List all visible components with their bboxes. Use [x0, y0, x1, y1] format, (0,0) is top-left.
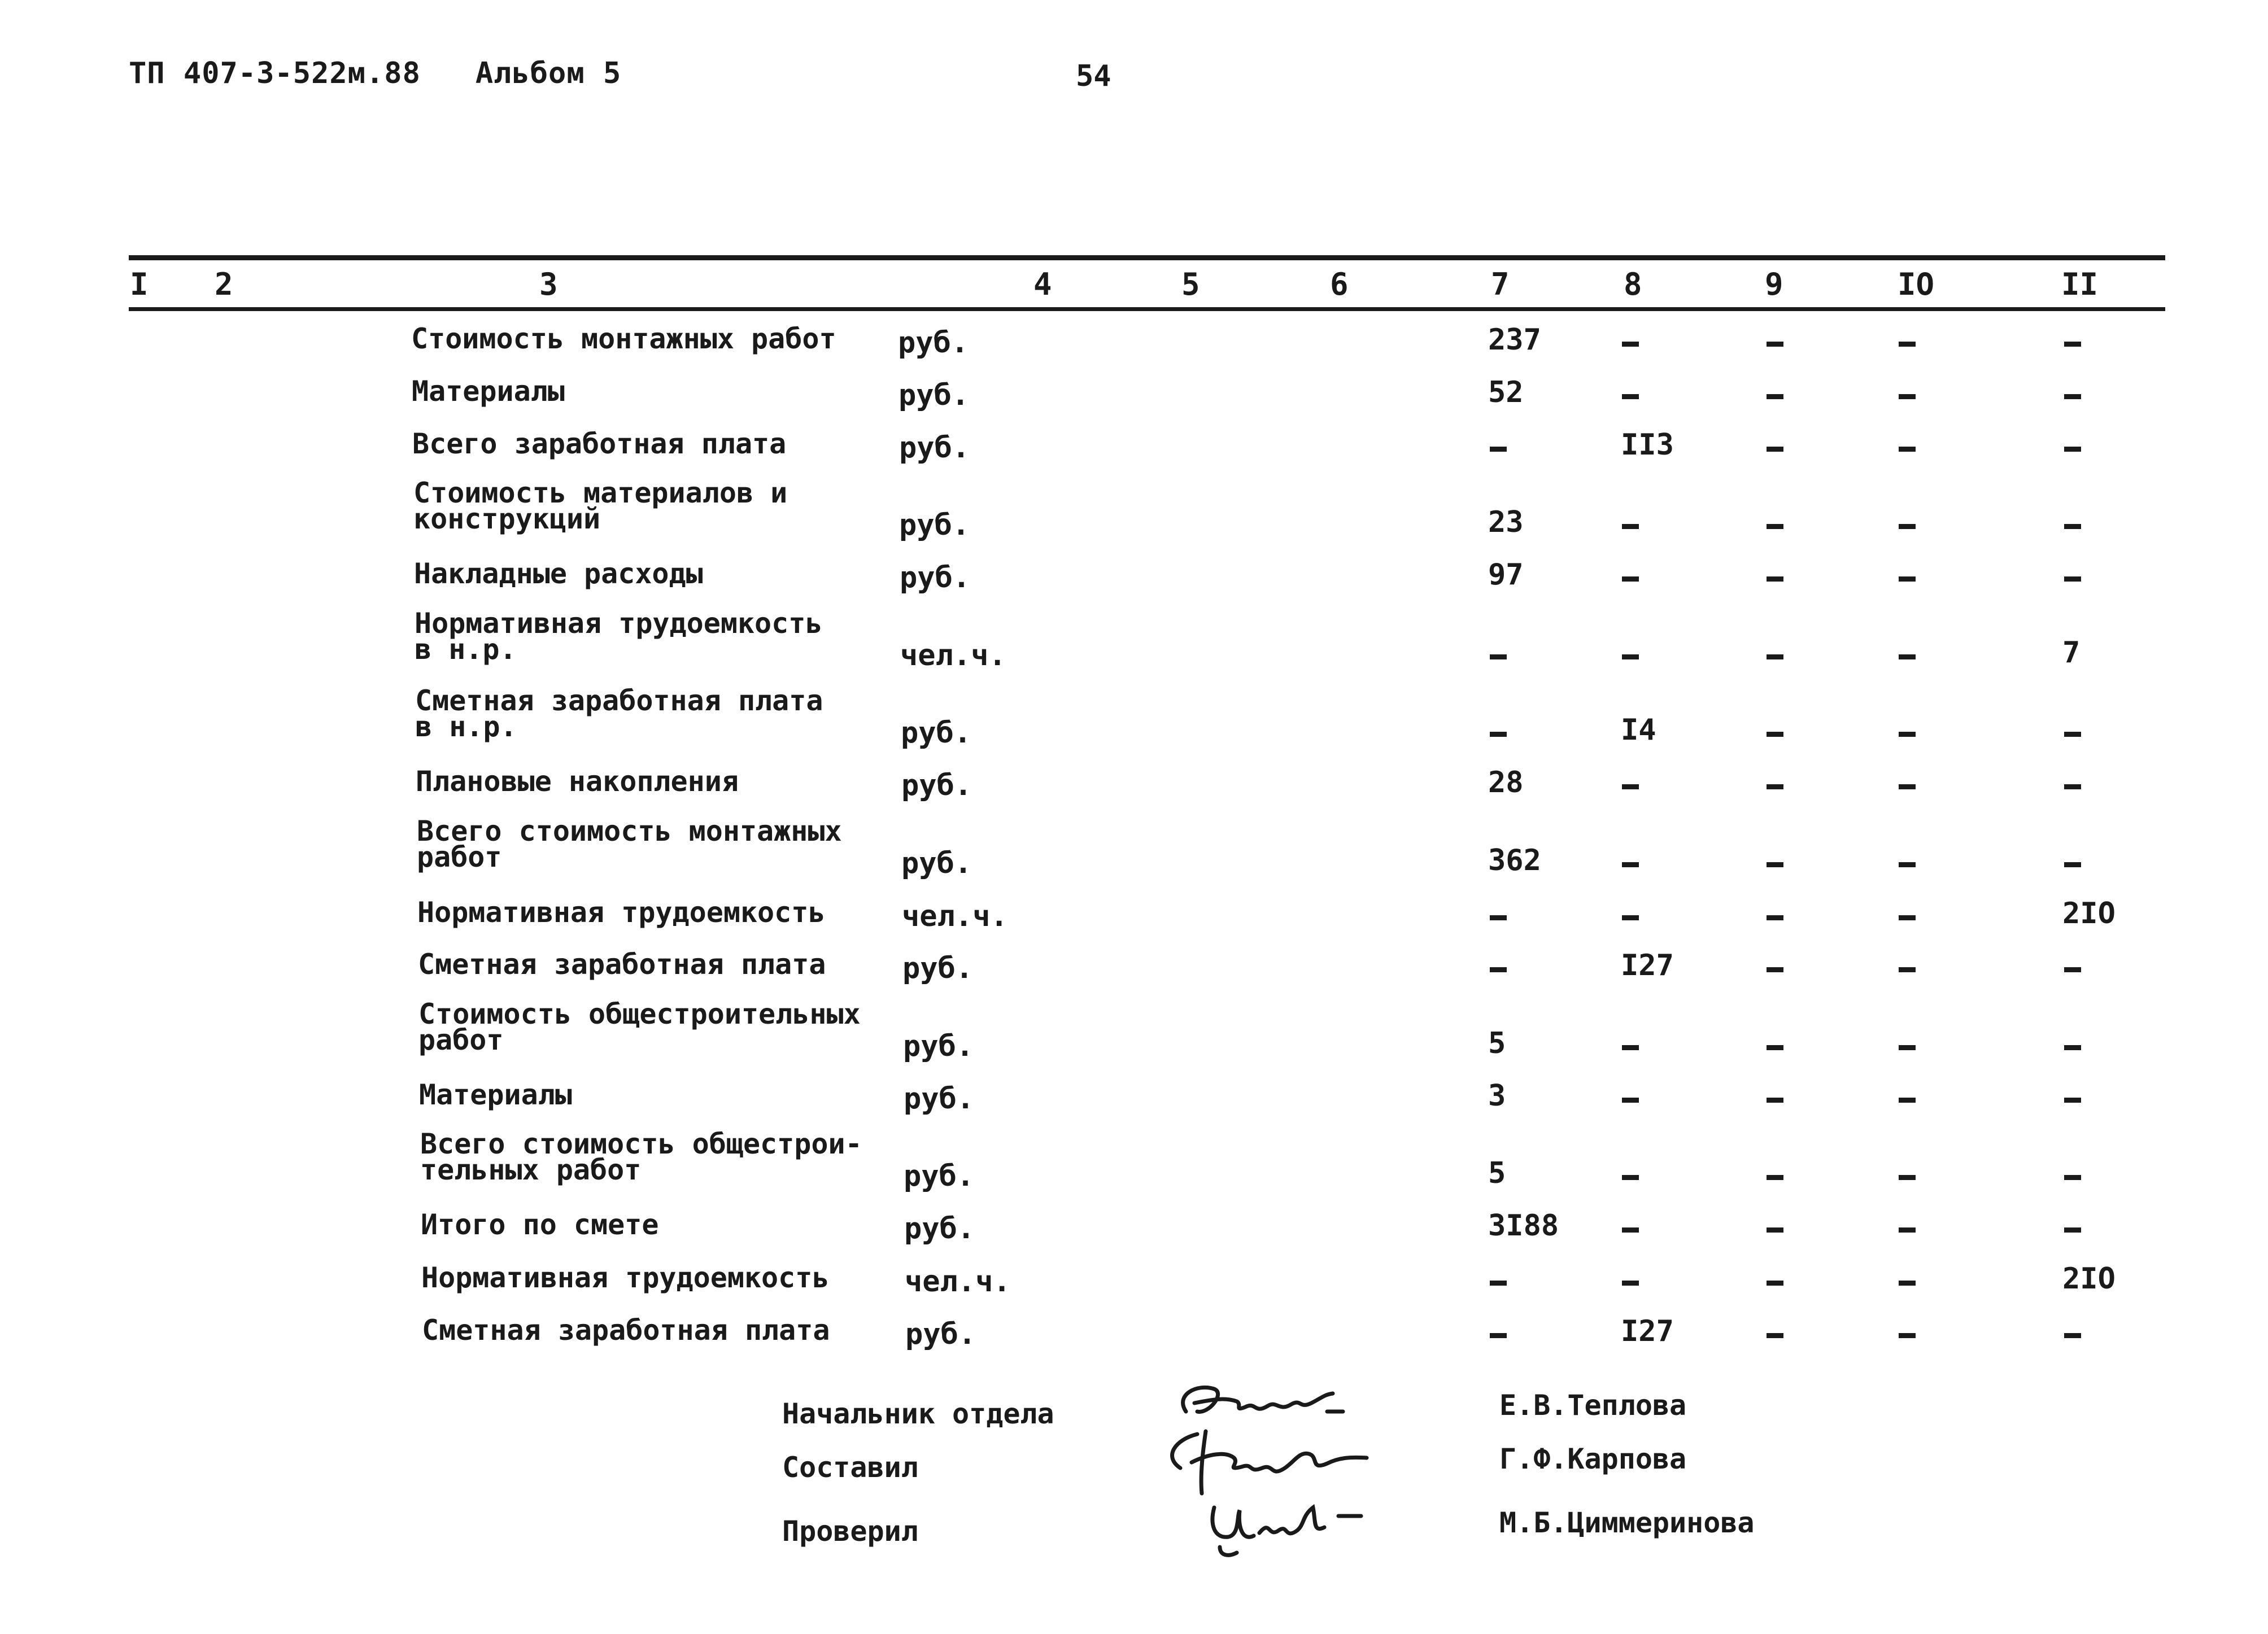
cell-dash — [1899, 576, 1916, 582]
column-header: I — [130, 266, 149, 302]
cell-value: 2IO — [2062, 1262, 2116, 1296]
row-unit: руб. — [905, 1317, 976, 1351]
cell-dash — [2064, 1227, 2081, 1233]
cell-dash — [1622, 1098, 1639, 1103]
album-label: Альбом 5 — [475, 56, 622, 90]
cell-dash — [1899, 524, 1916, 529]
row-label-line: Стоимость материалов и — [413, 477, 788, 509]
document-code-text: ТП 407-3-522м.88 — [129, 56, 421, 90]
row-label-line: Сметная заработная плата — [422, 1314, 830, 1347]
cell-dash — [1767, 1227, 1783, 1233]
cell-dash — [1899, 732, 1916, 737]
row-label-line: конструкций — [413, 503, 601, 535]
cell-dash — [1767, 342, 1783, 347]
row-unit: руб. — [904, 1082, 975, 1116]
cell-dash — [1899, 654, 1916, 659]
cell-dash — [1767, 394, 1783, 399]
row-label — [422, 1314, 830, 1347]
cell-value: 28 — [1488, 766, 1524, 799]
row-label — [416, 765, 739, 798]
cell-value: I4 — [1621, 713, 1656, 747]
row-unit: руб. — [901, 716, 972, 750]
cell-dash — [1899, 394, 1916, 399]
cell-dash — [1899, 784, 1916, 789]
row-label — [418, 948, 826, 981]
row-unit: чел.ч. — [902, 899, 1008, 933]
cell-dash — [1767, 447, 1783, 452]
row-label — [415, 684, 823, 743]
cell-dash — [1490, 732, 1507, 737]
cell-dash — [1767, 1175, 1783, 1180]
row-label — [415, 607, 823, 666]
row-label — [419, 1078, 572, 1111]
column-header: II — [2061, 266, 2099, 302]
table-top-rule — [129, 255, 2165, 260]
cell-dash — [1622, 654, 1639, 659]
cell-dash — [1622, 394, 1639, 399]
cell-dash — [1490, 1333, 1507, 1338]
cell-dash — [1899, 1175, 1916, 1180]
row-label-line: Плановые накопления — [416, 765, 739, 798]
row-label-line: в н.р. — [415, 710, 517, 743]
cell-dash — [1767, 1281, 1783, 1286]
cell-dash — [1622, 342, 1639, 347]
cell-value: 3I88 — [1488, 1209, 1559, 1243]
cell-dash — [1899, 1227, 1916, 1233]
cell-value: 97 — [1488, 558, 1524, 592]
row-label-line: Нормативная трудоемкость — [417, 896, 826, 929]
signature-name: Е.В.Теплова — [1499, 1389, 1687, 1422]
cell-dash — [1767, 862, 1783, 867]
cell-value: 362 — [1488, 844, 1541, 877]
cell-dash — [1899, 342, 1916, 347]
cell-dash — [2064, 447, 2081, 452]
cell-dash — [1490, 1281, 1507, 1286]
table-header-rule — [129, 307, 2165, 311]
cell-dash — [1622, 524, 1639, 529]
cell-dash — [1767, 967, 1783, 972]
column-header: 2 — [215, 266, 233, 302]
row-label-line: Накладные расходы — [414, 557, 703, 590]
row-label-line: Всего стоимость монтажных — [417, 815, 842, 847]
cell-dash — [2064, 862, 2081, 867]
row-label — [421, 1261, 830, 1294]
cell-dash — [2064, 1175, 2081, 1180]
row-label-line: Стоимость монтажных работ — [411, 322, 836, 355]
cell-dash — [1490, 967, 1507, 972]
column-header: 8 — [1624, 266, 1642, 302]
cell-dash — [1899, 862, 1916, 867]
row-unit: руб. — [902, 951, 974, 985]
cell-value: 5 — [1488, 1156, 1506, 1190]
row-unit: руб. — [904, 1212, 975, 1246]
cell-dash — [1767, 576, 1783, 582]
row-unit: руб. — [899, 508, 970, 542]
cell-value: 3 — [1488, 1079, 1506, 1113]
row-label-line: Материалы — [412, 375, 565, 408]
cell-dash — [1622, 1281, 1639, 1286]
cell-dash — [1899, 1098, 1916, 1103]
cell-dash — [2064, 784, 2081, 789]
cell-dash — [1767, 784, 1783, 789]
cell-dash — [1490, 915, 1507, 920]
page-number: 54 — [1076, 59, 1111, 93]
column-header: 7 — [1491, 266, 1510, 302]
row-label-line: работ — [418, 1024, 504, 1056]
row-label-line: Нормативная трудоемкость — [415, 607, 823, 640]
row-label — [412, 375, 565, 408]
cell-dash — [1490, 654, 1507, 659]
cell-dash — [1767, 1333, 1783, 1338]
column-header: 3 — [539, 266, 558, 302]
signature-name: М.Б.Циммеринова — [1499, 1506, 1755, 1539]
row-unit: чел.ч. — [905, 1265, 1011, 1299]
document-code — [129, 56, 621, 90]
column-header: 6 — [1330, 266, 1349, 302]
row-label-line: работ — [417, 841, 502, 873]
signature-karpova-icon — [1158, 1423, 1384, 1502]
column-header: IO — [1898, 266, 1935, 302]
cell-dash — [1622, 1175, 1639, 1180]
cell-dash — [1622, 862, 1639, 867]
column-header: 9 — [1765, 266, 1783, 302]
row-label-line: Всего стоимость общестрои- — [420, 1128, 862, 1160]
signature-role: Проверил — [782, 1515, 918, 1548]
cell-dash — [1767, 524, 1783, 529]
row-unit: чел.ч. — [900, 639, 1006, 672]
cell-value: I27 — [1621, 1314, 1674, 1348]
cell-dash — [1767, 732, 1783, 737]
cell-dash — [2064, 967, 2081, 972]
row-label-line: Стоимость общестроительных — [418, 998, 861, 1030]
cell-value: 2IO — [2062, 897, 2116, 930]
cell-dash — [1767, 654, 1783, 659]
row-label-line: Нормативная трудоемкость — [421, 1261, 830, 1294]
row-label — [412, 427, 787, 460]
cell-value: 7 — [2062, 636, 2081, 670]
row-label — [418, 998, 861, 1056]
row-label-line: тельных работ — [420, 1154, 642, 1186]
cell-dash — [1767, 915, 1783, 920]
row-unit: руб. — [899, 431, 970, 465]
cell-value: 237 — [1488, 323, 1541, 357]
cell-dash — [1899, 1045, 1916, 1050]
cell-dash — [1899, 1281, 1916, 1286]
row-unit: руб. — [899, 378, 970, 412]
cell-dash — [1622, 784, 1639, 789]
cell-dash — [1899, 915, 1916, 920]
cell-dash — [1622, 1227, 1639, 1233]
cell-dash — [2064, 342, 2081, 347]
cell-dash — [2064, 1333, 2081, 1338]
row-label-line: Итого по смете — [421, 1208, 659, 1241]
row-label — [413, 477, 788, 535]
cell-dash — [1622, 1045, 1639, 1050]
cell-value: II3 — [1621, 428, 1674, 462]
cell-dash — [1622, 915, 1639, 920]
cell-value: 5 — [1488, 1026, 1506, 1060]
cell-dash — [1767, 1045, 1783, 1050]
row-label — [420, 1128, 862, 1186]
cell-value: 23 — [1488, 505, 1524, 539]
cell-dash — [1899, 1333, 1916, 1338]
cell-dash — [1899, 447, 1916, 452]
cell-dash — [1767, 1098, 1783, 1103]
cell-value: 52 — [1488, 375, 1524, 409]
cell-dash — [2064, 524, 2081, 529]
row-unit: руб. — [900, 561, 971, 595]
row-label-line: Сметная заработная плата — [415, 684, 823, 717]
signature-tsimmerinova-icon — [1197, 1491, 1384, 1564]
signature-role: Составил — [782, 1451, 918, 1484]
row-label-line: Сметная заработная плата — [418, 948, 826, 981]
row-unit: руб. — [901, 846, 972, 880]
row-unit: руб. — [898, 326, 969, 360]
cell-dash — [1899, 967, 1916, 972]
cell-dash — [2064, 394, 2081, 399]
column-header: 4 — [1033, 266, 1052, 302]
column-header: 5 — [1181, 266, 1200, 302]
signature-name: Г.Ф.Карпова — [1499, 1443, 1687, 1475]
cell-dash — [2064, 732, 2081, 737]
row-label — [417, 815, 842, 873]
row-label — [417, 896, 826, 929]
cell-dash — [1490, 447, 1507, 452]
row-unit: руб. — [903, 1029, 974, 1063]
cell-dash — [2064, 1045, 2081, 1050]
row-unit: руб. — [901, 768, 972, 802]
row-label — [411, 322, 836, 355]
cell-dash — [2064, 576, 2081, 582]
row-label — [421, 1208, 659, 1241]
cell-dash — [2064, 1098, 2081, 1103]
row-label-line: в н.р. — [415, 633, 517, 666]
row-label-line: Всего заработная плата — [412, 427, 787, 460]
cell-value: I27 — [1621, 949, 1674, 982]
row-unit: руб. — [904, 1159, 975, 1193]
row-label — [414, 557, 703, 590]
row-label-line: Материалы — [419, 1078, 572, 1111]
cell-dash — [1622, 576, 1639, 582]
signature-role: Начальник отдела — [782, 1397, 1054, 1430]
